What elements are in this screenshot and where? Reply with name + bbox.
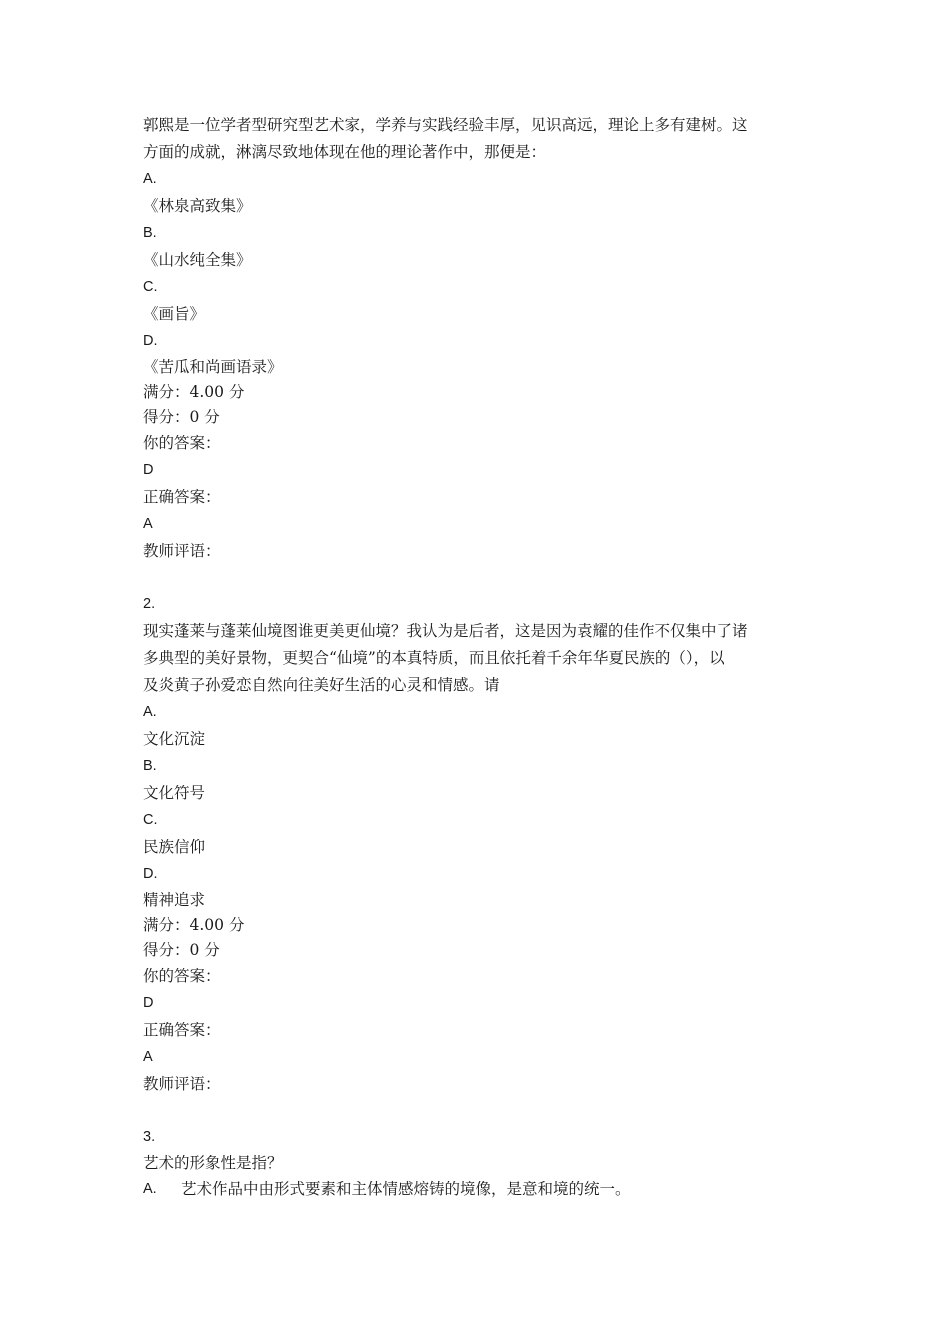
question-3 <box>143 1124 813 1203</box>
question-1-your-answer-label: 你的答案： <box>143 434 221 452</box>
question-2-stem <box>143 618 813 699</box>
question-1-stem-line-2: 方面的成就，淋漓尽致地体现在他的理论著作中，那便是： <box>143 143 547 161</box>
question-2-option-d-text: 精神追求 <box>143 891 206 909</box>
question-2-option-d-label: D. <box>143 866 158 882</box>
question-2-stem-line-1: 现实蓬莱与蓬莱仙境图谁更美更仙境？我认为是后者，这是因为袁耀的佳作不仅集中了诸 <box>143 622 748 640</box>
question-2-stem-line-2: 多典型的美好景物，更契合“仙境”的本真特质，而且依托着千余年华夏民族的（），以 <box>143 649 725 667</box>
question-1-score: 得分：0 分 <box>143 408 220 426</box>
question-2 <box>143 591 813 1098</box>
question-2-stem-line-3: 及炎黄子孙爱恋自然向往美好生活的心灵和情感。请 <box>143 676 500 694</box>
question-1-full-score: 满分：4.00 分 <box>143 383 245 401</box>
spacer <box>143 1098 813 1124</box>
question-2-option-b-text: 文化符号 <box>143 784 206 802</box>
question-2-number: 2. <box>143 596 156 612</box>
question-3-number: 3. <box>143 1129 156 1145</box>
spacer <box>143 565 813 591</box>
document-page <box>143 112 813 1203</box>
question-1-stem-line-1: 郭熙是一位学者型研究型艺术家，学养与实践经验丰厚，见识高远，理论上多有建树。这 <box>143 116 748 134</box>
question-1-stem <box>143 112 813 166</box>
question-2-option-a-text: 文化沉淀 <box>143 730 206 748</box>
question-1-correct-answer-label: 正确答案： <box>143 488 221 506</box>
question-1-option-d-text: 《苦瓜和尚画语录》 <box>143 358 283 376</box>
question-1-option-a-text: 《林泉高致集》 <box>143 197 252 215</box>
question-3-option-a-text: 艺术作品中由形式要素和主体情感熔铸的境像，是意和境的统一。 <box>181 1180 631 1198</box>
question-2-option-c-text: 民族信仰 <box>143 838 206 856</box>
question-2-option-c-label: C. <box>143 812 158 828</box>
question-2-option-b-label: B. <box>143 758 157 774</box>
question-2-score: 得分：0 分 <box>143 941 220 959</box>
question-1-option-a-label: A. <box>143 171 157 187</box>
question-2-full-score: 满分：4.00 分 <box>143 916 245 934</box>
question-2-correct-answer-label: 正确答案： <box>143 1021 221 1039</box>
question-2-correct-answer: A <box>143 1049 153 1065</box>
question-1-option-b-text: 《山水纯全集》 <box>143 251 252 269</box>
question-3-option-a <box>143 1176 813 1203</box>
question-3-stem: 艺术的形象性是指？ <box>143 1154 283 1172</box>
question-1-option-c-text: 《画旨》 <box>143 305 206 323</box>
question-1-your-answer: D <box>143 462 154 478</box>
question-3-option-a-label: A. <box>143 1181 157 1197</box>
question-1 <box>143 112 813 565</box>
question-1-option-d-label: D. <box>143 333 158 349</box>
question-2-option-a-label: A. <box>143 704 157 720</box>
question-2-your-answer-label: 你的答案： <box>143 967 221 985</box>
question-1-correct-answer: A <box>143 516 153 532</box>
question-1-option-b-label: B. <box>143 225 157 241</box>
question-2-teacher-comment-label: 教师评语： <box>143 1075 221 1093</box>
question-2-your-answer: D <box>143 995 154 1011</box>
question-1-option-c-label: C. <box>143 279 158 295</box>
question-1-teacher-comment-label: 教师评语： <box>143 542 221 560</box>
